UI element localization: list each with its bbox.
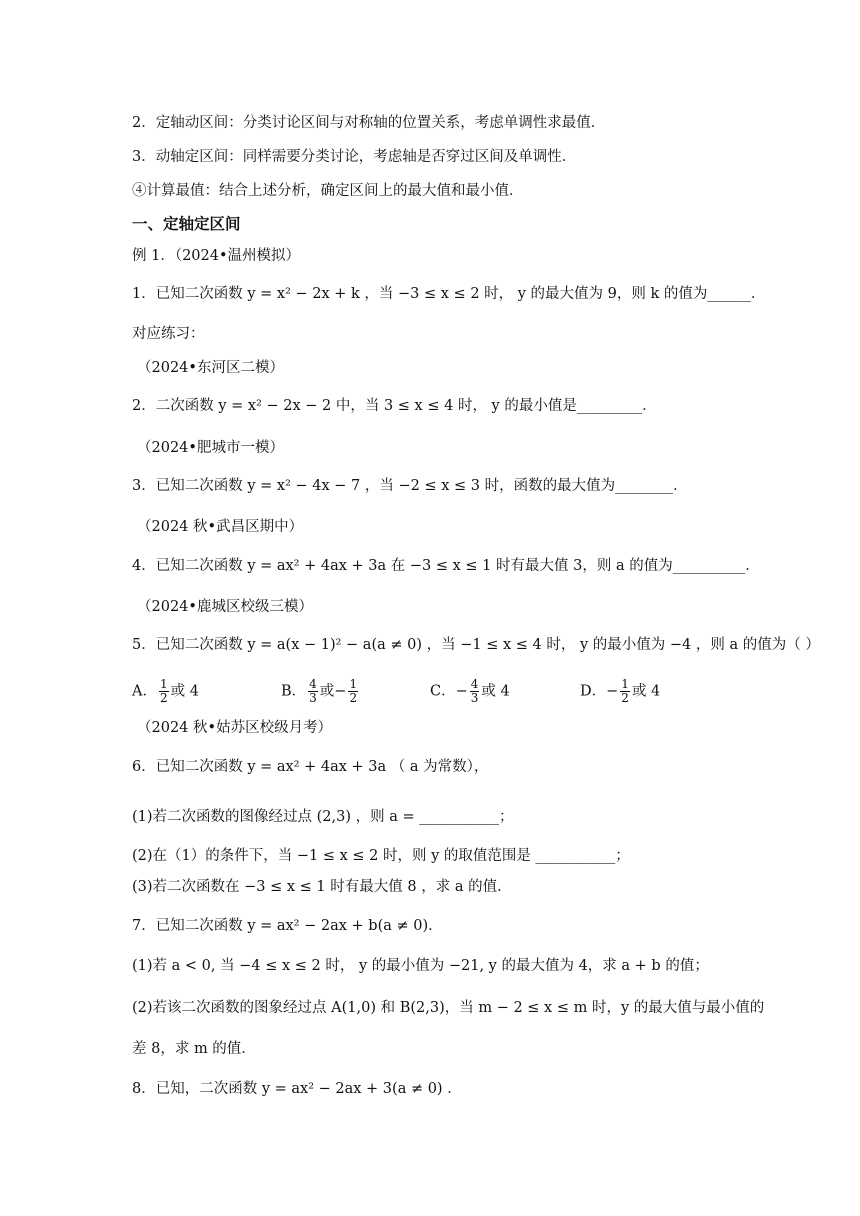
option-d-minus: − (606, 683, 619, 700)
question-7-part-2-cont: 差 8，求 m 的值． (132, 1041, 256, 1057)
question-3-source: （2024•肥城市一模） (137, 440, 284, 456)
method-step-3: 3．动轴定区间：同样需要分类讨论，考虑轴是否穿过区间及单调性． (132, 149, 577, 165)
option-b-mid: 或− (319, 683, 347, 700)
option-d-numerator: 1 (621, 677, 629, 691)
option-a-numerator: 1 (159, 677, 168, 691)
question-5-source: （2024•鹿城区校级三模） (137, 599, 313, 615)
answer-options (132, 677, 692, 705)
example-source: 例 1．（2024•温州模拟） (132, 248, 301, 264)
option-d-denominator: 2 (621, 691, 629, 705)
option-b-denominator-1: 3 (309, 691, 317, 705)
question-4-source: （2024 秋•武昌区期中） (137, 519, 304, 535)
option-d-fraction (620, 678, 630, 705)
question-5: 5．已知二次函数 y = a(x − 1)² − a(a ≠ 0) ，当 −1 ≤ x ≤ 4 时， y 的最小值为 −4 ，则 a 的值为（ ） (132, 637, 820, 653)
option-b-fraction-2 (348, 678, 358, 705)
option-c-label: C． (430, 683, 456, 700)
question-7-part-2: (2)若该二次函数的图象经过点 A(1,0) 和 B(2,3)，当 m − 2 ≤ x ≤ m 时，y 的最大值与最小值的 (132, 1000, 765, 1016)
option-b (281, 678, 360, 705)
option-d (580, 678, 660, 705)
question-6: 6．已知二次函数 y = ax² + 4ax + 3a （ a 为常数）， (132, 759, 489, 775)
option-a (132, 678, 199, 705)
question-1: 1．已知二次函数 y = x² − 2x + k ，当 −3 ≤ x ≤ 2 时， y 的最大值为 9，则 k 的值为______． (132, 286, 766, 302)
question-6-source: （2024 秋•姑苏区校级月考） (137, 720, 333, 736)
method-step-4: ④计算最值：结合上述分析，确定区间上的最大值和最小值． (132, 183, 524, 199)
question-4: 4．已知二次函数 y = ax² + 4ax + 3a 在 −3 ≤ x ≤ 1 时有最大值 3，则 a 的值为__________． (132, 558, 760, 574)
option-a-fraction (159, 678, 169, 705)
option-c-numerator: 4 (470, 677, 479, 691)
option-b-numerator-2: 1 (349, 677, 358, 691)
question-2: 2．二次函数 y = x² − 2x − 2 中，当 3 ≤ x ≤ 4 时， y 的最小值是_________． (132, 398, 657, 414)
question-3: 3．已知二次函数 y = x² − 4x − 7 ，当 −2 ≤ x ≤ 3 时，函数的最大值为________． (132, 478, 688, 494)
question-7: 7．已知二次函数 y = ax² − 2ax + b(a ≠ 0)． (132, 918, 443, 934)
question-6-part-3: (3)若二次函数在 −3 ≤ x ≤ 1 时有最大值 8 ，求 a 的值． (132, 879, 512, 895)
option-d-tail: 或 4 (631, 683, 661, 700)
option-b-denominator-2: 2 (349, 691, 358, 705)
option-c (430, 678, 510, 705)
option-c-minus: − (455, 683, 468, 700)
option-d-label: D． (580, 683, 607, 700)
question-6-part-2: (2)在（1）的条件下，当 −1 ≤ x ≤ 2 时，则 y 的取值范围是 ___________； (132, 848, 630, 864)
option-c-tail: 或 4 (481, 683, 510, 700)
option-b-numerator-1: 4 (309, 677, 317, 691)
option-a-tail: 或 4 (170, 683, 199, 700)
question-8: 8．已知，二次函数 y = ax² − 2ax + 3(a ≠ 0) ． (132, 1081, 462, 1097)
practice-label: 对应练习： (132, 326, 205, 342)
option-a-label: A． (132, 683, 157, 700)
option-a-denominator: 2 (159, 691, 168, 705)
section-heading: 一、定轴定区间 (132, 214, 241, 233)
method-step-2: 2．定轴动区间：分类讨论区间与对称轴的位置关系，考虑单调性求最值． (132, 115, 606, 131)
option-c-fraction (470, 678, 480, 705)
option-b-fraction-1 (308, 678, 318, 705)
question-2-source: （2024•东河区二模） (137, 360, 284, 376)
option-c-denominator: 3 (470, 691, 479, 705)
option-b-label: B． (281, 683, 307, 700)
question-6-part-1: (1)若二次函数的图像经过点 (2,3) ，则 a = ___________； (132, 809, 514, 825)
question-7-part-1: (1)若 a < 0, 当 −4 ≤ x ≤ 2 时， y 的最小值为 −21, y 的最大值为 4，求 a + b 的值； (132, 958, 709, 974)
